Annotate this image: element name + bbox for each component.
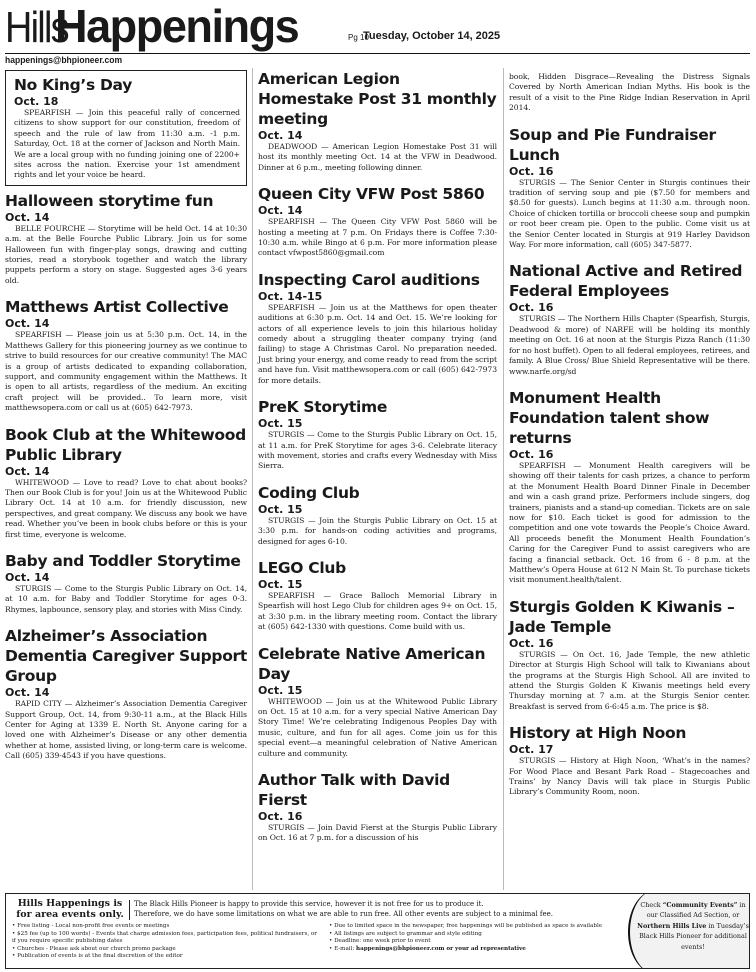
event-title: Soup and Pie Fundraiser Lunch: [509, 125, 716, 164]
masthead-logo: [5, 2, 303, 50]
footer-divider: [129, 900, 130, 920]
event-title: Matthews Artist Collective: [5, 298, 229, 317]
event-date: Oct. 15: [258, 502, 303, 516]
header-email: happenings@bhpioneer.com: [5, 55, 123, 66]
event-date: Oct. 16: [509, 636, 554, 650]
event-date: Oct. 14: [258, 204, 303, 218]
event-article: [5, 551, 247, 615]
event-title: Queen City VFW Post 5860: [258, 185, 485, 204]
event-body: STURGIS — The Northern Hills Chapter (Spearfish, Sturgis, Deadwood & more) of NARFE will be holding its monthly meeting on Oct. 16 at noon at the Sturgis Pizza Ranch (11:30 for no host buffet). Open to all federal employees, retirees, and family. A Blue Cross/ Blue Shield Representative will be there. www.narfe.org/sd: [509, 314, 750, 376]
event-body: SPEARFISH — Please join us at 5:30 p.m. Oct. 14, in the Matthews Gallery for this pioneering journey as we continue to strive to build resources for our creative community! The MAC is a group of artists dedicated to expanding collaboration, support, and community engagement within the Matthews. It is open to all artists, regardless of the medium. An exciting craft project will be provided.. To learn more, visit matthewsopera.com or call us at (605) 642-7973.: [5, 330, 247, 413]
event-article: [258, 397, 497, 472]
event-body: WHITEWOOD — Love to read? Love to chat about books? Then our Book Club is for you! Join us at the Whitewood Public Library Oct. 14 at 10 a.m. for friendly discussion, new perspectives, and great company. We discuss any book we have read. Whether you’ve been in book clubs before or this is your first time, everyone is welcome.: [5, 477, 247, 539]
event-title: LEGO Club: [258, 558, 346, 577]
footer-bullet: • Due to limited space in the newspaper, free happenings will be published as space is available: [329, 923, 603, 929]
event-title: Book Club at the Whitewood Public Library: [5, 425, 246, 464]
footer-bullet-email: [329, 946, 619, 954]
event-article: [5, 626, 247, 761]
event-body: SPEARFISH — Join this peaceful rally of concerned citizens to show support for our constitution, freedom of speech and the rule of law from 11:30 a.m. -1 p.m. Saturday, Oct. 18 at the corner of Jackson and North Main. We are a local group with no funding joining one of 2200+ sites across the nation. Exercise your 1st amendment rights and let your voice be heard.: [14, 108, 240, 180]
masthead-happenings: Happenings: [55, 0, 299, 52]
event-article: [5, 191, 247, 286]
promo-bubble-text: [636, 900, 750, 952]
footer-intro: [134, 899, 634, 919]
footer-bullet: • All listings are subject to grammar and style editing: [329, 930, 482, 937]
footer-right-list: [329, 923, 619, 953]
event-title: Celebrate Native American Day: [258, 644, 486, 683]
event-article: [5, 425, 247, 540]
event-date: Oct. 15: [258, 577, 303, 591]
page-number: Pg 10: [348, 33, 369, 42]
event-article: [509, 388, 750, 586]
event-title: Inspecting Carol auditions: [258, 270, 480, 289]
event-title: Author Talk with David Fierst: [258, 771, 450, 809]
event-title: Sturgis Golden K Kiwanis – Jade Temple: [509, 597, 735, 636]
event-date: Oct. 14: [5, 686, 50, 700]
event-article: [258, 184, 497, 259]
event-date: Oct. 14: [5, 464, 50, 478]
event-title: PreK Storytime: [258, 398, 388, 417]
email-link[interactable]: happenings@bhpioneer.com or your ad representative: [356, 945, 526, 952]
event-date: Oct. 16: [509, 164, 554, 178]
event-date: Oct. 16: [258, 810, 303, 823]
event-title: History at High Noon: [509, 724, 687, 743]
footer-title: Hills Happenings is for area events only.: [16, 898, 124, 920]
issue-date: Tuesday, October 14, 2025: [363, 30, 501, 42]
event-body: RAPID CITY — Alzheimer’s Association Dementia Caregiver Support Group, Oct. 14, from 9:30-11 a.m., at the Black Hills Center for Aging at 1339 E. North St. Anyone caring for a loved one with Alzheimer’s Disease or any other dementia whether at home, assisted living, or long-term care is welcome. Call (605) 339-4543 if you have questions.: [5, 699, 247, 761]
footer-intro-line: The Black Hills Pioneer is happy to provide this service, however it is not free for us to produce it.: [134, 900, 484, 908]
event-title: Halloween storytime fun: [5, 191, 214, 210]
event-title: No King’s Day: [14, 76, 133, 94]
column-divider: [503, 68, 504, 890]
event-article: [509, 723, 750, 798]
event-article: [5, 297, 247, 413]
event-article: [258, 644, 497, 759]
event-body: SPEARFISH — Join us at the Matthews for open theater auditions at 6:30 p.m. Oct. 14 and Oct. 15. We’re looking for actors of all experience levels to join this hilarious holiday comedy about a struggling theater company trying (and failing) to stage A Christmas Carol. No preparation needed. Just bring your energy, and come ready to read from the script and have fun. Visit matthewsopera.com or call (605) 642-7973 for more details.: [258, 302, 497, 385]
event-date: Oct. 16: [509, 447, 554, 461]
footer-left-list: [12, 923, 317, 961]
column-2: [258, 69, 497, 855]
event-article: [258, 69, 497, 173]
promo-text: Check: [640, 901, 663, 909]
article-continuation: [509, 72, 750, 114]
event-article: [258, 483, 497, 547]
event-body: STURGIS — On Oct. 16, Jade Temple, the new athletic Director at Sturgis High School will talk to Kiwanians about the programs at the Sturgis High School. All are invited to attend the Sturgis Golden K Kiwanis meetings held every Thursday morning at 7 a.m. at the Sturgis Senior center. Breakfast is served from 6-6:45 a.m. The price is $8.: [509, 649, 750, 711]
event-title: American Legion Homestake Post 31 monthly meeting: [258, 70, 497, 128]
column-3: [509, 72, 750, 809]
email-prefix: • E-mail:: [329, 945, 357, 952]
event-article: [258, 558, 497, 633]
event-article: [509, 261, 750, 376]
event-date: Oct. 14: [5, 210, 50, 224]
event-date: Oct. 14: [5, 570, 50, 584]
event-date: Oct. 14: [5, 317, 50, 331]
event-body: BELLE FOURCHE — Storytime will be held Oct. 14 at 10:30 a.m. at the Belle Fourche Public Library. Join us for some Halloween fun with finger-play songs, drawing and cutting stories, read a storybook together and watch the library puppets perform a story on stage. Suggested ages 3-6 years old.: [5, 223, 247, 285]
event-date: Oct. 18: [14, 95, 59, 108]
footer-bullet: • Free listing - Local non-profit free events or meetings: [12, 923, 170, 929]
event-title: Alzheimer’s Association Dementia Caregiver Support Group: [5, 627, 248, 686]
event-body: SPEARFISH — Grace Balloch Memorial Library in Spearfish will host Lego Club for children ages 9+ on Oct. 15, at 3:30 p.m. in the library meeting room. Contact the library at (605) 642-1330 with questions. Come build with us.: [258, 590, 497, 632]
event-article: [509, 597, 750, 712]
event-body: SPEARFISH — Monument Health caregivers will be showing off their talents for cash prizes, a chance to perform at the Monument Health Board Dinner Finale in December and win a cash grand prize. Performers include singers, dog trainers, pianists and a stand-up comedian. Tickets are on sale now for $10. Each ticket is good for admission to the competition and one vote towards the People’s Choice Award. All proceeds benefit the Monument Health Foundation’s Caring for the Caregiver Fund to assist caregivers who are facing a financial setback. Oct. 16 from 6 - 8 p.m. at the Matthew’s Opera House at 612 N Main St. To purchase tickets visit monument.health/talent.: [509, 460, 750, 585]
event-article: [509, 125, 750, 251]
event-date: Oct. 15: [258, 683, 303, 697]
event-date: Oct. 14: [258, 129, 303, 142]
event-title: Monument Health Foundation talent show returns: [509, 388, 710, 447]
event-body: book, Hidden Disgrace—Revealing the Distress Signals Covered by North American Indian Myths. His book is the result of a visit to the Pine Ridge Indian Reservation in April 2014.: [509, 72, 750, 113]
promo-bold: Northern Hills Live: [637, 921, 707, 930]
event-body: STURGIS — Come to the Sturgis Public Library on Oct. 14, at 10 a.m. for Baby and Toddler Storytime for ages 0-3. Rhymes, lapbounce, sensory play, and stories with Miss Cindy.: [5, 583, 247, 614]
footer-bullet: • Publication of events is at the final discretion of the editor: [12, 953, 183, 960]
event-body: STURGIS — The Senior Center in Sturgis continues their tradition of serving soup and pie ($7.50 for members and $8.50 for guests). Lunch begins at 11:30 a.m. through noon. Choice of chicken tortilla or broccoli cheese soup and pumpkin or root beer cream pie. Open to the public. Come visit us at the Senior Center located in Sturgis at 919 Harley Davidson Way. For more information, call (605) 347-5877.: [509, 177, 750, 250]
footer-bullet: • Deadline: one week prior to event: [329, 938, 431, 945]
footer-bullet: • $25 fee (up to 100 words) - Events that charge admission fees, participation fees, political fundraisers, or if you require specific publishing dates: [12, 930, 317, 945]
event-body: STURGIS — Come to the Sturgis Public Library on Oct. 15, at 11 a.m. for PreK Storytime for ages 3-6. Celebrate literacy with movement, stories and crafts every Wednesday with Miss Sierra.: [258, 430, 497, 471]
event-body: STURGIS — Join David Fierst at the Sturgis Public Library on Oct. 16 at 7 p.m. for a discussion of his: [258, 823, 497, 843]
event-article: [258, 270, 497, 386]
event-date: Oct. 16: [509, 301, 554, 315]
event-body: STURGIS — History at High Noon, ‘What’s in the names? For Wood Place and Besant Park Road – Stagecoaches and Trains’ by Nancy Davis will tak place in Sturgis Public Library’s Community Room, noon.: [509, 756, 750, 797]
column-1: [5, 70, 247, 773]
event-article: [5, 70, 247, 186]
event-article: [258, 770, 497, 844]
promo-text: in Tuesday’s Black Hills Pioneer for additional events!: [639, 921, 749, 951]
promo-text: in our Classified Ad Section, or: [646, 901, 746, 920]
event-title: National Active and Retired Federal Employees: [509, 262, 743, 301]
event-body: DEADWOOD — American Legion Homestake Post 31 will host its monthly meeting Oct. 14 at the VFW in Deadwood. Dinner at 6 p.m., meeting following dinner.: [258, 142, 497, 172]
event-body: SPEARFISH — The Queen City VFW Post 5860 will be hosting a meeting at 7 p.m. On Fridays there is Coffee 7:30-10:30 a.m. while Bingo at 6 p.m. For more information please contact vfwpost5860@gmail.com: [258, 217, 497, 258]
event-title: Baby and Toddler Storytime: [5, 551, 241, 570]
header-rule: [5, 53, 750, 54]
event-title: Coding Club: [258, 483, 360, 502]
footer-bullet: • Churches - Please ask about our church promo package: [12, 945, 176, 952]
event-date: Oct. 15: [258, 417, 303, 431]
event-date: Oct. 14-15: [258, 289, 323, 303]
event-body: STURGIS — Join the Sturgis Public Library on Oct. 15 at 3:30 p.m. for hands-on coding activities and programs, designed for ages 6-10.: [258, 515, 497, 546]
footer-intro-line: Therefore, we do have some limitations on what we are able to run free. All other events are subject to a minimal fee.: [134, 910, 554, 918]
column-divider: [252, 68, 253, 890]
event-date: Oct. 17: [509, 743, 554, 757]
footer-notice-box: [5, 893, 750, 969]
promo-bold: “Community Events”: [662, 901, 738, 909]
event-body: WHITEWOOD — Join us at the Whitewood Public Library on Oct. 15 at 10 a.m. for a very special Native American Day Story Time! We’re celebrating Indigenous Peoples Day with music, culture, and fun for all ages. Come join us for this special event—a meaningful celebration of Native American culture and community.: [258, 696, 497, 758]
masthead-hills: Hills: [5, 3, 68, 52]
